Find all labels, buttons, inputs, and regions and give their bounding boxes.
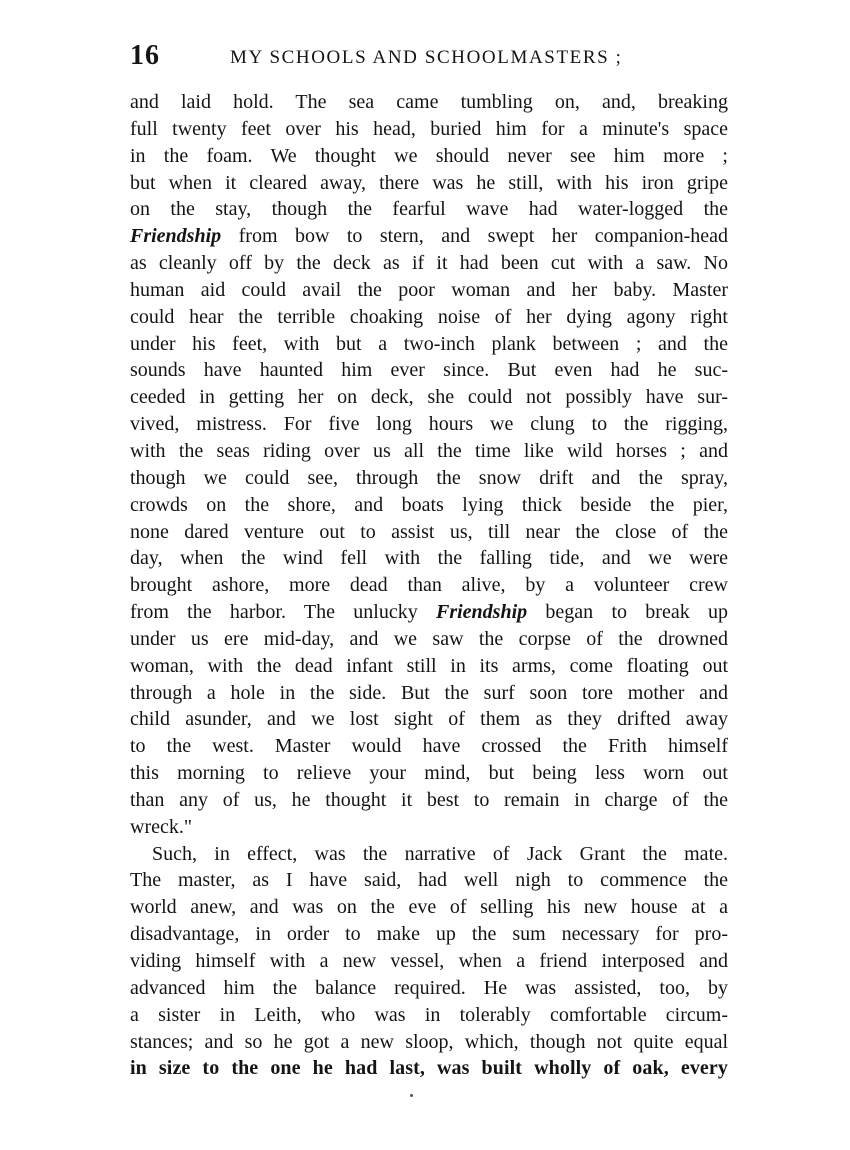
ship-name-italic: Friendship — [435, 601, 528, 624]
text-line: on the stay, though the fearful wave had water-logged the — [130, 198, 728, 221]
text-line: and laid hold. The sea came tumbling on, and, breaking — [130, 91, 728, 113]
text-line: brought ashore, more dead than alive, by a volunteer crew — [130, 574, 728, 597]
text-line: The master, as I have said, had well nigh to commence the — [130, 869, 728, 892]
running-title: MY SCHOOLS AND SCHOOLMASTERS ; — [230, 47, 623, 68]
text-line: ceeded in getting her on deck, she could not possibly have sur- — [130, 386, 728, 409]
text-line: to the west. Master would have crossed the Frith himself — [130, 735, 728, 758]
text-line: crowds on the shore, and boats lying thick beside the pier, — [130, 493, 728, 516]
text-line — [130, 223, 728, 250]
text-line: world anew, and was on the eve of selling his new house at a — [130, 896, 728, 919]
text-line: under his feet, with but a two-inch plank between ; and the — [130, 332, 728, 355]
text-line: this morning to relieve your mind, but being less worn out — [130, 762, 728, 785]
text-line: under us ere mid-day, and we saw the corpse of the drowned — [130, 627, 728, 650]
text-line — [130, 599, 728, 626]
text-line: viding himself with a new vessel, when a friend interposed and — [130, 950, 728, 972]
text-line-rest: began to break up — [527, 601, 728, 624]
page-number: 16 — [130, 40, 160, 71]
text-line: with the seas riding over us all the time like wild horses ; and — [130, 439, 728, 462]
text-line: wreck." — [130, 815, 193, 838]
text-line: in size to the one he had last, was built wholly of oak, every — [130, 1057, 728, 1080]
text-line: disadvantage, in order to make up the sum necessary for pro- — [130, 923, 728, 946]
text-line: human aid could avail the poor woman and her baby. Master — [130, 278, 728, 301]
print-speck — [410, 1094, 413, 1097]
text-line: as cleanly off by the deck as if it had been cut with a saw. No — [130, 252, 728, 275]
text-line: than any of us, he thought it best to remain in charge of the — [130, 788, 728, 811]
text-line-rest: from bow to stern, and swept her companion-head — [221, 225, 728, 248]
text-line-start: from the harbor. The unlucky — [130, 601, 436, 624]
text-line: advanced him the balance required. He was assisted, too, by — [130, 976, 728, 999]
text-line: full twenty feet over his head, buried him for a minute's space — [130, 117, 728, 140]
text-line: woman, with the dead infant still in its arms, come floating out — [130, 654, 728, 677]
paragraph-start-line: Such, in effect, was the narrative of Jack Grant the mate. — [152, 842, 728, 865]
text-line: though we could see, through the snow drift and the spray, — [130, 466, 728, 489]
ship-name-italic: Friendship — [130, 225, 222, 248]
text-line: through a hole in the side. But the surf soon tore mother and — [130, 681, 728, 704]
text-line: none dared venture out to assist us, till near the close of the — [130, 520, 728, 543]
text-line: but when it cleared away, there was he still, with his iron gripe — [130, 171, 728, 194]
text-line: sounds have haunted him ever since. But even had he suc- — [130, 359, 728, 382]
text-line: child asunder, and we lost sight of them as they drifted away — [130, 708, 728, 731]
text-line: could hear the terrible choaking noise of her dying agony right — [130, 305, 728, 328]
text-line: vived, mistress. For five long hours we clung to the rigging, — [130, 413, 728, 436]
body-text — [130, 89, 728, 1082]
text-line: stances; and so he got a new sloop, which, though not quite equal — [130, 1030, 728, 1053]
text-line: day, when the wind fell with the falling tide, and we were — [130, 547, 728, 570]
text-line: in the foam. We thought we should never see him more ; — [130, 144, 728, 167]
running-head — [130, 36, 730, 76]
text-line: a sister in Leith, who was in tolerably comfortable circum- — [130, 1003, 728, 1026]
